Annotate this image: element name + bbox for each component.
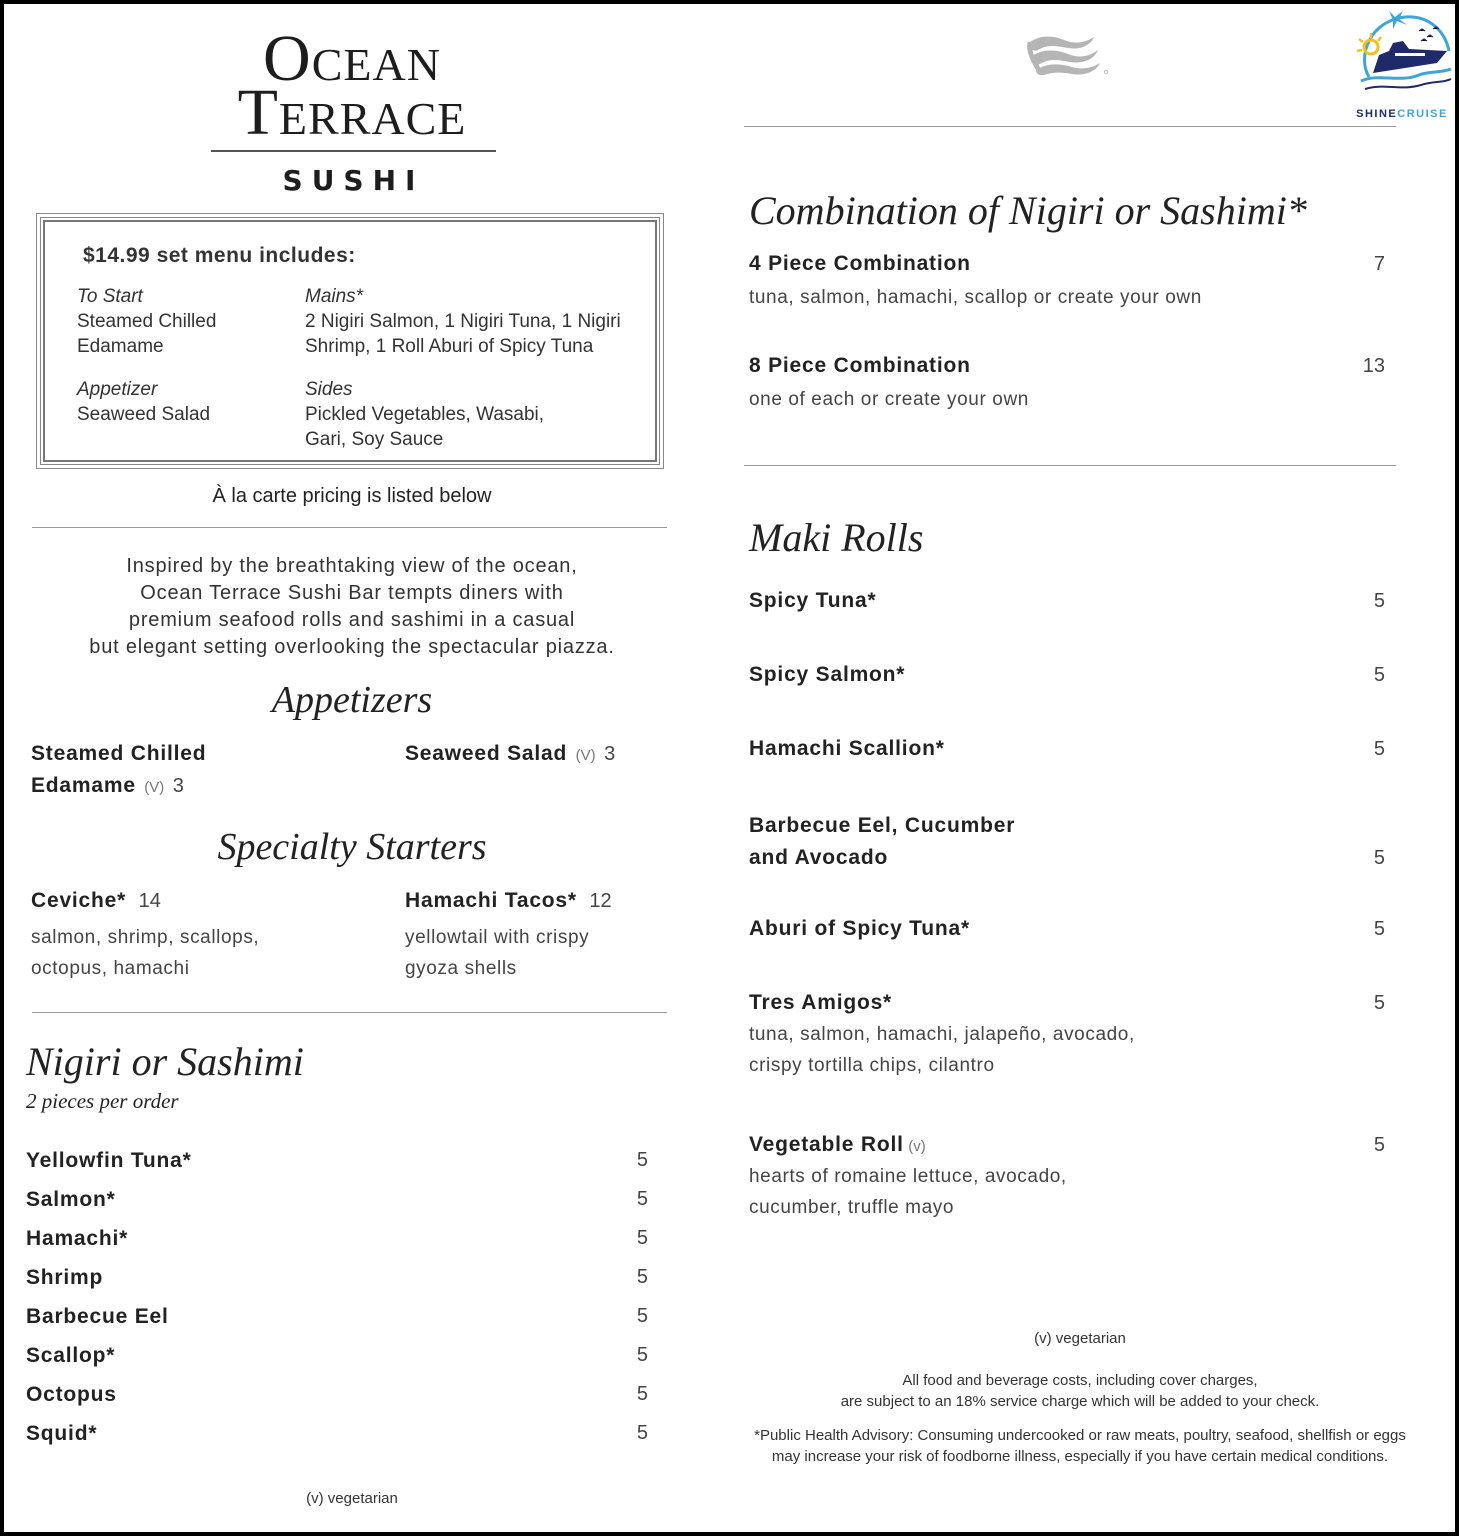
combination-item-4-piece: 4 Piece Combination 7 tuna, salmon, hamachi, scallop or create your own [749,252,1385,308]
price: 3 [604,743,616,765]
nigiri-title: Nigiri or Sashimi [26,1039,304,1084]
a-la-carte-note: À la carte pricing is listed below [212,485,492,507]
combination-item-8-piece: 8 Piece Combination 13 one of each or create your own [749,354,1385,410]
nigiri-item: Hamachi* 5 [26,1226,648,1250]
price: 13 [1362,355,1385,377]
price: 12 [589,890,612,912]
maki-item: Barbecue Eel, Cucumber and Avocado 5 [749,814,1385,869]
set-menu-box [36,213,664,469]
vegetarian-marker: (V) [575,747,596,764]
shine-cruise-wordmark: SHINECRUISE [1356,108,1448,120]
nigiri-item: Shrimp 5 [26,1265,648,1289]
brand-subtitle: SUSHI [282,164,425,197]
set-section-mains: Mains* 2 Nigiri Salmon, 1 Nigiri Tuna, 1 Nigiri Shrimp, 1 Roll Aburi of Spicy Tuna [305,286,621,357]
maki-item: Spicy Salmon* 5 [749,663,1385,686]
vegetarian-legend-left: (v) vegetarian [306,1490,398,1507]
starter-item-hamachi-tacos: Hamachi Tacos* 12 yellowtail with crispy gyoza shells [405,889,612,979]
intro-paragraph: Inspired by the breathtaking view of the ocean, Ocean Terrace Sushi Bar tempts diners with premium seafood rolls and sashimi in a casual but elegant setting overlooking the spectacular piazza. [89,555,615,658]
specialty-starters-title: Specialty Starters [217,826,487,868]
cruise-ship-icon [1349,7,1455,97]
maki-title: Maki Rolls [749,515,924,560]
maki-item: Spicy Tuna* 5 [749,589,1385,612]
health-advisory: *Public Health Advisory: Consuming undercooked or raw meats, poultry, seafood, shellfish or eggs may increase your risk of foodborne illness, especially if you have certain medical conditions. [754,1427,1406,1465]
vegetarian-marker: (V) [144,779,165,796]
nigiri-item: Salmon* 5 [26,1187,648,1211]
nigiri-item: Barbecue Eel 5 [26,1304,648,1328]
maki-item: Vegetable Roll (v) 5 hearts of romaine lettuce, avocado, cucumber, truffle mayo [749,1133,1385,1218]
maki-item: Aburi of Spicy Tuna* 5 [749,917,1385,940]
combination-title: Combination of Nigiri or Sashimi* [749,188,1307,233]
maki-item: Tres Amigos* 5 tuna, salmon, hamachi, jalapeño, avocado, crispy tortilla chips, cilantro [749,991,1385,1076]
set-menu-title: $14.99 set menu includes: [83,244,356,267]
brand-title-line2: Terrace [237,76,467,149]
set-section-appetizer: Appetizer Seaweed Salad [77,379,211,425]
appetizer-item-seaweed-salad: Seaweed Salad (V) 3 [405,742,616,765]
nigiri-item: Yellowfin Tuna* 5 [26,1148,648,1172]
wave-logo-icon [1024,32,1114,76]
maki-item: Hamachi Scallion* 5 [749,737,1385,760]
price: 7 [1373,253,1385,275]
price: 3 [172,775,184,797]
service-charge-note: All food and beverage costs, including cover charges, are subject to an 18% service charge which will be added to your check. [840,1372,1320,1410]
nigiri-item: Squid* 5 [26,1421,648,1445]
shine-cruise-logo [1349,7,1455,119]
brand-divider [211,150,496,152]
appetizers-title: Appetizers [271,679,433,721]
divider [744,465,1396,466]
nigiri-item: Octopus 5 [26,1382,648,1406]
appetizer-item-edamame: Steamed Chilled Edamame (V) 3 [31,742,207,797]
price: 14 [138,890,161,912]
brand-title-line1: Ocean [263,22,441,95]
starter-item-ceviche: Ceviche* 14 salmon, shrimp, scallops, octopus, hamachi [31,889,260,979]
set-section-sides: Sides Pickled Vegetables, Wasabi, Gari, Soy Sauce [305,379,545,450]
header-divider [744,126,1396,127]
set-section-to-start: To Start Steamed Chilled Edamame [77,286,217,357]
menu-page [4,4,1455,1532]
nigiri-subtitle: 2 pieces per order [26,1089,179,1113]
vegetarian-marker: (v) [908,1138,926,1155]
divider [32,1012,667,1013]
nigiri-item: Scallop* 5 [26,1343,648,1367]
vegetarian-legend-right: (v) vegetarian [1034,1330,1126,1347]
divider [32,527,667,528]
